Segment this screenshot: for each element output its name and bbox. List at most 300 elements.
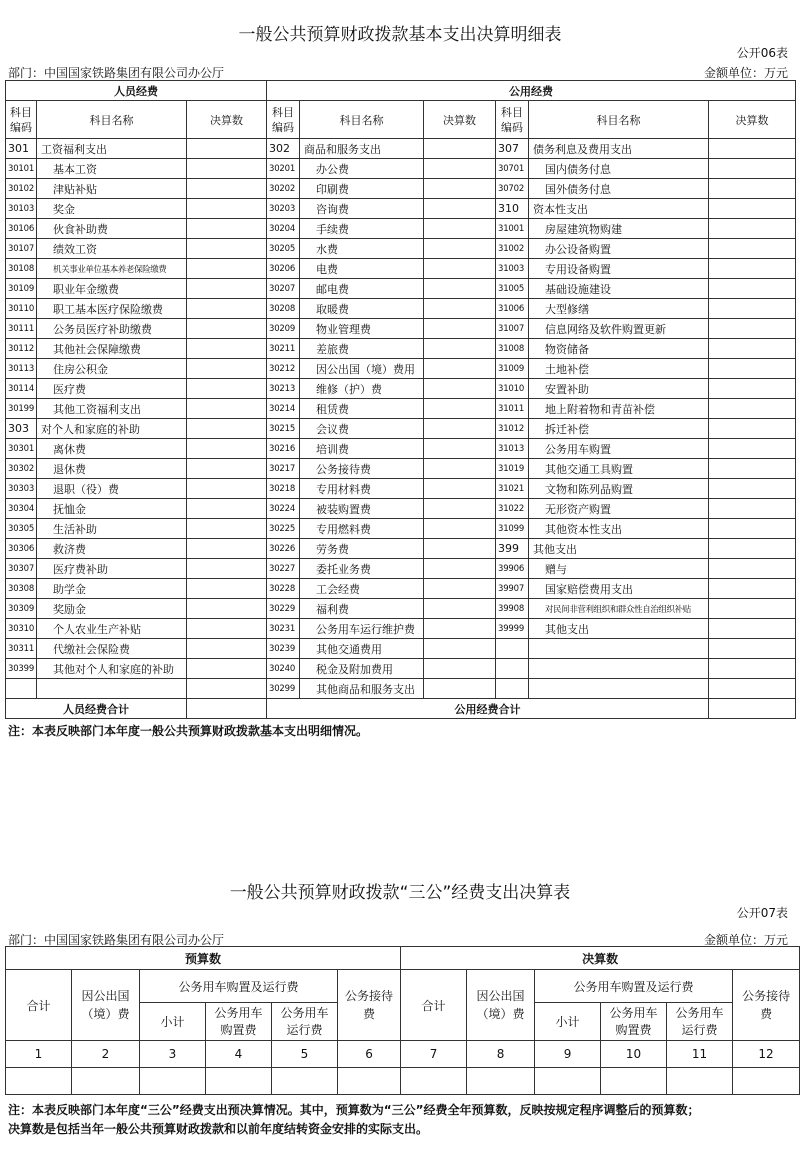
table-06-title: 一般公共预算财政拨款基本支出决算明细表 — [238, 25, 562, 45]
value-cell — [206, 1068, 272, 1095]
subject-name: 咨询费 — [300, 199, 424, 219]
amount-cell — [424, 539, 496, 559]
subject-code: 307 — [496, 139, 529, 159]
subject-name: 个人农业生产补贴 — [37, 619, 187, 639]
header-code: 科目编码 — [267, 101, 300, 139]
amount-cell — [424, 239, 496, 259]
subject-name: 国外债务付息 — [529, 179, 709, 199]
subject-name: 救济费 — [37, 539, 187, 559]
value-cell — [535, 1068, 601, 1095]
subject-code: 30111 — [6, 319, 37, 339]
subject-name: 安置补助 — [529, 379, 709, 399]
header-official-car: 公务用车购置及运行费 — [535, 970, 733, 1003]
subject-name: 拆迁补偿 — [529, 419, 709, 439]
column-number: 1 — [6, 1041, 72, 1068]
subject-code: 30310 — [6, 619, 37, 639]
amount-cell — [709, 459, 796, 479]
subject-name: 物业管理费 — [300, 319, 424, 339]
amount-cell — [187, 579, 267, 599]
header-budget: 预算数 — [6, 947, 401, 970]
table-06-number: 公开06表 — [736, 46, 788, 60]
header-abroad-travel: 因公出国 （境）费 — [467, 970, 535, 1041]
table-row — [6, 499, 796, 519]
amount-cell — [709, 539, 796, 559]
subject-code: 31007 — [496, 319, 529, 339]
subject-name: 劳务费 — [300, 539, 424, 559]
total-public-amount — [709, 699, 796, 719]
subject-name: 资本性支出 — [529, 199, 709, 219]
subject-name: 机关事业单位基本养老保险缴费 — [37, 259, 187, 279]
table-row — [6, 599, 796, 619]
subject-code: 30215 — [267, 419, 300, 439]
subject-name: 公务员医疗补助缴费 — [37, 319, 187, 339]
subject-name: 其他支出 — [529, 619, 709, 639]
amount-cell — [424, 319, 496, 339]
subject-name: 无形资产购置 — [529, 499, 709, 519]
subject-name: 其他交通费用 — [300, 639, 424, 659]
amount-cell — [424, 299, 496, 319]
amount-cell — [709, 139, 796, 159]
subject-name: 房屋建筑物购建 — [529, 219, 709, 239]
subject-name: 地上附着物和青苗补偿 — [529, 399, 709, 419]
subject-code — [496, 679, 529, 699]
subject-name: 赠与 — [529, 559, 709, 579]
subject-name: 伙食补助费 — [37, 219, 187, 239]
amount-cell — [709, 579, 796, 599]
subject-code: 39906 — [496, 559, 529, 579]
subject-code: 30303 — [6, 479, 37, 499]
subject-code: 31099 — [496, 519, 529, 539]
table-row — [6, 339, 796, 359]
subject-code: 30109 — [6, 279, 37, 299]
subject-name: 对个人和家庭的补助 — [37, 419, 187, 439]
subject-name: 土地补偿 — [529, 359, 709, 379]
table-row — [6, 279, 796, 299]
amount-cell — [187, 639, 267, 659]
amount-cell — [187, 319, 267, 339]
amount-cell — [187, 519, 267, 539]
amount-cell — [424, 599, 496, 619]
subject-name: 因公出国（境）费用 — [300, 359, 424, 379]
amount-cell — [424, 579, 496, 599]
header-official-car: 公务用车购置及运行费 — [140, 970, 338, 1003]
subject-code: 30231 — [267, 619, 300, 639]
subject-name: 绩效工资 — [37, 239, 187, 259]
subject-name: 邮电费 — [300, 279, 424, 299]
table-07-unit: 金额单位：万元 — [703, 933, 788, 947]
subject-name: 维修（护）费 — [300, 379, 424, 399]
subject-name: 国内债务付息 — [529, 159, 709, 179]
subject-code: 30225 — [267, 519, 300, 539]
table-07-note-line-1: 注：本表反映部门本年度“三公”经费支出预决算情况。其中，预算数为“三公”经费全年预算数，反映按规定程序调整后的预算数； — [8, 1103, 700, 1117]
subject-name: 基本工资 — [37, 159, 187, 179]
subject-name: 公务用车购置 — [529, 439, 709, 459]
table-row — [6, 319, 796, 339]
amount-cell — [187, 259, 267, 279]
subject-name: 其他资本性支出 — [529, 519, 709, 539]
subject-name: 医疗费 — [37, 379, 187, 399]
value-cell — [272, 1068, 338, 1095]
header-abroad-travel: 因公出国 （境）费 — [72, 970, 140, 1041]
amount-cell — [709, 419, 796, 439]
subject-code: 31022 — [496, 499, 529, 519]
amount-cell — [709, 499, 796, 519]
header-subtotal: 小计 — [535, 1003, 601, 1041]
subject-name: 其他社会保障缴费 — [37, 339, 187, 359]
table-row — [6, 359, 796, 379]
subject-name: 专用材料费 — [300, 479, 424, 499]
header-car-running: 公务用车 运行费 — [272, 1003, 338, 1041]
amount-cell — [709, 239, 796, 259]
subject-code: 30227 — [267, 559, 300, 579]
value-cell — [6, 1068, 72, 1095]
subject-name: 信息网络及软件购置更新 — [529, 319, 709, 339]
subject-code: 399 — [496, 539, 529, 559]
subject-name: 其他支出 — [529, 539, 709, 559]
amount-cell — [709, 279, 796, 299]
value-cell — [733, 1068, 800, 1095]
header-subtotal: 小计 — [140, 1003, 206, 1041]
subject-code: 30240 — [267, 659, 300, 679]
subject-name — [529, 659, 709, 679]
subject-code: 30304 — [6, 499, 37, 519]
amount-cell — [709, 519, 796, 539]
value-cell — [667, 1068, 733, 1095]
header-total: 合计 — [6, 970, 72, 1041]
subject-name: 代缴社会保险费 — [37, 639, 187, 659]
amount-cell — [187, 139, 267, 159]
amount-cell — [187, 479, 267, 499]
amount-cell — [187, 399, 267, 419]
table-row — [6, 559, 796, 579]
table-06-note: 注：本表反映部门本年度一般公共预算财政拨款基本支出明细情况。 — [8, 724, 369, 738]
subject-code: 30307 — [6, 559, 37, 579]
amount-cell — [187, 679, 267, 699]
subject-name: 公务接待费 — [300, 459, 424, 479]
subject-code: 30239 — [267, 639, 300, 659]
amount-cell — [709, 379, 796, 399]
amount-cell — [424, 439, 496, 459]
subject-code: 31008 — [496, 339, 529, 359]
amount-cell — [187, 159, 267, 179]
amount-cell — [187, 299, 267, 319]
subject-name: 福利费 — [300, 599, 424, 619]
subject-code: 30308 — [6, 579, 37, 599]
subject-name: 住房公积金 — [37, 359, 187, 379]
amount-cell — [709, 639, 796, 659]
subject-code: 30701 — [496, 159, 529, 179]
amount-cell — [709, 159, 796, 179]
amount-cell — [187, 419, 267, 439]
amount-cell — [709, 399, 796, 419]
amount-cell — [424, 339, 496, 359]
subject-code: 30301 — [6, 439, 37, 459]
amount-cell — [424, 399, 496, 419]
amount-cell — [424, 459, 496, 479]
subject-code: 30212 — [267, 359, 300, 379]
amount-cell — [187, 199, 267, 219]
table-row — [6, 199, 796, 219]
subject-name — [37, 679, 187, 699]
subject-name: 手续费 — [300, 219, 424, 239]
subject-code: 31011 — [496, 399, 529, 419]
amount-cell — [424, 219, 496, 239]
column-number: 3 — [140, 1041, 206, 1068]
amount-cell — [187, 499, 267, 519]
subject-code: 30102 — [6, 179, 37, 199]
subject-code: 31013 — [496, 439, 529, 459]
header-public-expenses: 公用经费 — [267, 81, 796, 101]
table-row — [6, 619, 796, 639]
subject-code: 30302 — [6, 459, 37, 479]
subject-name: 文物和陈列品购置 — [529, 479, 709, 499]
subject-code: 31009 — [496, 359, 529, 379]
amount-cell — [187, 339, 267, 359]
table-row — [6, 479, 796, 499]
subject-code: 30114 — [6, 379, 37, 399]
table-07-department: 部门：中国国家铁路集团有限公司办公厅 — [8, 933, 225, 947]
table-row — [6, 219, 796, 239]
amount-cell — [187, 219, 267, 239]
subject-code: 30101 — [6, 159, 37, 179]
amount-cell — [187, 279, 267, 299]
subject-name: 其他商品和服务支出 — [300, 679, 424, 699]
subject-name: 差旅费 — [300, 339, 424, 359]
basic-expenditure-table — [5, 80, 796, 719]
amount-cell — [424, 659, 496, 679]
subject-name: 职工基本医疗保险缴费 — [37, 299, 187, 319]
subject-code: 30203 — [267, 199, 300, 219]
subject-code: 30113 — [6, 359, 37, 379]
amount-cell — [424, 479, 496, 499]
subject-code: 39907 — [496, 579, 529, 599]
total-public-label: 公用经费合计 — [267, 699, 709, 719]
subject-name: 医疗费补助 — [37, 559, 187, 579]
header-car-running: 公务用车 运行费 — [667, 1003, 733, 1041]
subject-code — [496, 639, 529, 659]
subject-name: 津贴补贴 — [37, 179, 187, 199]
amount-cell — [187, 659, 267, 679]
subject-code: 303 — [6, 419, 37, 439]
subject-code: 30202 — [267, 179, 300, 199]
subject-name: 助学金 — [37, 579, 187, 599]
amount-cell — [709, 599, 796, 619]
amount-cell — [424, 639, 496, 659]
amount-cell — [187, 559, 267, 579]
subject-code: 30309 — [6, 599, 37, 619]
subject-name: 生活补助 — [37, 519, 187, 539]
subject-name: 商品和服务支出 — [300, 139, 424, 159]
amount-cell — [424, 159, 496, 179]
table-row — [6, 439, 796, 459]
amount-cell — [709, 439, 796, 459]
subject-code: 302 — [267, 139, 300, 159]
subject-name: 物资储备 — [529, 339, 709, 359]
value-cell — [72, 1068, 140, 1095]
value-cell — [601, 1068, 667, 1095]
table-row — [6, 519, 796, 539]
column-number: 11 — [667, 1041, 733, 1068]
table-row — [6, 259, 796, 279]
subject-name: 取暖费 — [300, 299, 424, 319]
subject-name: 职业年金缴费 — [37, 279, 187, 299]
subject-code: 30206 — [267, 259, 300, 279]
amount-cell — [424, 279, 496, 299]
subject-code: 30299 — [267, 679, 300, 699]
subject-name: 会议费 — [300, 419, 424, 439]
table-row — [6, 299, 796, 319]
header-amount: 决算数 — [709, 101, 796, 139]
table-row — [6, 159, 796, 179]
table-row — [6, 179, 796, 199]
subject-name: 大型修缮 — [529, 299, 709, 319]
subject-name: 培训费 — [300, 439, 424, 459]
subject-code: 30306 — [6, 539, 37, 559]
subject-code: 31001 — [496, 219, 529, 239]
subject-code: 30399 — [6, 659, 37, 679]
table-row — [6, 679, 796, 699]
amount-cell — [424, 139, 496, 159]
subject-code: 30211 — [267, 339, 300, 359]
subject-name: 其他交通工具购置 — [529, 459, 709, 479]
subject-code: 30106 — [6, 219, 37, 239]
header-code: 科目编码 — [6, 101, 37, 139]
subject-name: 工资福利支出 — [37, 139, 187, 159]
subject-code — [6, 679, 37, 699]
table-row — [6, 419, 796, 439]
subject-code: 31010 — [496, 379, 529, 399]
column-number: 6 — [338, 1041, 401, 1068]
table-07-note-line-2: 决算数是包括当年一般公共预算财政拨款和以前年度结转资金安排的实际支出。 — [8, 1122, 429, 1136]
subject-code: 30107 — [6, 239, 37, 259]
header-car-purchase: 公务用车 购置费 — [206, 1003, 272, 1041]
amount-cell — [709, 199, 796, 219]
table-row — [6, 659, 796, 679]
table-06-department: 部门：中国国家铁路集团有限公司办公厅 — [8, 66, 225, 80]
subject-code: 39999 — [496, 619, 529, 639]
table-row — [6, 539, 796, 559]
subject-code — [496, 659, 529, 679]
amount-cell — [424, 359, 496, 379]
amount-cell — [424, 179, 496, 199]
subject-name: 水费 — [300, 239, 424, 259]
column-number: 8 — [467, 1041, 535, 1068]
header-personnel-expenses: 人员经费 — [6, 81, 267, 101]
amount-cell — [187, 459, 267, 479]
subject-code: 31005 — [496, 279, 529, 299]
amount-cell — [709, 679, 796, 699]
subject-name: 退职（役）费 — [37, 479, 187, 499]
amount-cell — [424, 419, 496, 439]
header-name: 科目名称 — [300, 101, 424, 139]
column-number: 10 — [601, 1041, 667, 1068]
amount-cell — [709, 299, 796, 319]
subject-code: 30209 — [267, 319, 300, 339]
amount-cell — [709, 479, 796, 499]
column-number: 4 — [206, 1041, 272, 1068]
header-total: 合计 — [401, 970, 467, 1041]
amount-cell — [187, 359, 267, 379]
table-07-number: 公开07表 — [736, 906, 788, 920]
value-cell — [467, 1068, 535, 1095]
subject-name: 其他对个人和家庭的补助 — [37, 659, 187, 679]
value-cell — [338, 1068, 401, 1095]
subject-name: 奖励金 — [37, 599, 187, 619]
subject-name: 离休费 — [37, 439, 187, 459]
amount-cell — [709, 659, 796, 679]
value-cell — [140, 1068, 206, 1095]
subject-code: 310 — [496, 199, 529, 219]
subject-code: 30228 — [267, 579, 300, 599]
amount-cell — [709, 559, 796, 579]
header-car-purchase: 公务用车 购置费 — [601, 1003, 667, 1041]
column-number: 2 — [72, 1041, 140, 1068]
subject-code: 31019 — [496, 459, 529, 479]
table-row — [6, 399, 796, 419]
subject-code: 31006 — [496, 299, 529, 319]
subject-name — [529, 679, 709, 699]
amount-cell — [424, 679, 496, 699]
subject-code: 30112 — [6, 339, 37, 359]
subject-code: 30311 — [6, 639, 37, 659]
header-official-reception: 公务接待 费 — [338, 970, 401, 1041]
subject-code: 30305 — [6, 519, 37, 539]
amount-cell — [709, 319, 796, 339]
subject-code: 30103 — [6, 199, 37, 219]
amount-cell — [424, 259, 496, 279]
amount-cell — [424, 559, 496, 579]
subject-name: 抚恤金 — [37, 499, 187, 519]
header-name: 科目名称 — [529, 101, 709, 139]
amount-cell — [187, 439, 267, 459]
amount-cell — [709, 339, 796, 359]
subject-code: 31002 — [496, 239, 529, 259]
subject-name: 退休费 — [37, 459, 187, 479]
subject-code: 30218 — [267, 479, 300, 499]
subject-code: 31021 — [496, 479, 529, 499]
subject-code: 30224 — [267, 499, 300, 519]
amount-cell — [424, 199, 496, 219]
subject-name: 税金及附加费用 — [300, 659, 424, 679]
subject-code: 30208 — [267, 299, 300, 319]
subject-name: 对民间非营利组织和群众性自治组织补贴 — [529, 599, 709, 619]
header-amount: 决算数 — [187, 101, 267, 139]
amount-cell — [187, 379, 267, 399]
subject-name: 专用设备购置 — [529, 259, 709, 279]
amount-cell — [709, 359, 796, 379]
subject-name: 办公费 — [300, 159, 424, 179]
three-public-expenses-table — [5, 946, 800, 1095]
subject-name: 印刷费 — [300, 179, 424, 199]
column-number: 12 — [733, 1041, 800, 1068]
amount-cell — [187, 599, 267, 619]
subject-code: 30110 — [6, 299, 37, 319]
table-row — [6, 579, 796, 599]
subject-name: 租赁费 — [300, 399, 424, 419]
subject-code: 30205 — [267, 239, 300, 259]
subject-code: 30216 — [267, 439, 300, 459]
subject-name: 被装购置费 — [300, 499, 424, 519]
value-cell — [401, 1068, 467, 1095]
amount-cell — [709, 619, 796, 639]
subject-name: 债务利息及费用支出 — [529, 139, 709, 159]
subject-code: 30199 — [6, 399, 37, 419]
subject-name — [529, 639, 709, 659]
subject-code: 31003 — [496, 259, 529, 279]
amount-cell — [424, 619, 496, 639]
subject-name: 公务用车运行维护费 — [300, 619, 424, 639]
table-row — [6, 639, 796, 659]
